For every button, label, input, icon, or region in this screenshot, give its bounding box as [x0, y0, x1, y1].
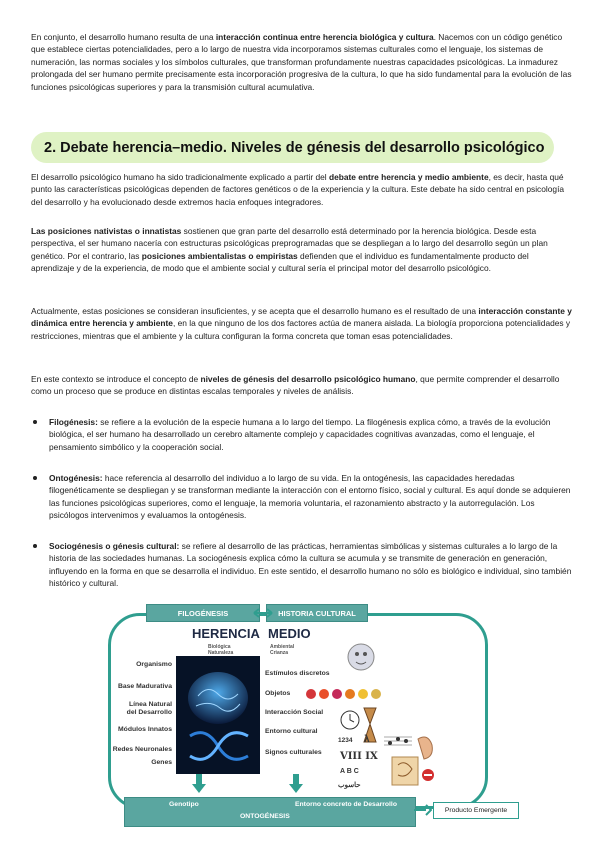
item-linea-natural: Línea Natural del Desarrollo	[126, 701, 172, 716]
section-heading	[31, 132, 554, 163]
arrow-down-icon	[192, 784, 206, 793]
bullet-dot	[33, 544, 37, 548]
arrow-right-icon	[414, 804, 432, 816]
item-objetos: Objetos	[265, 690, 291, 697]
double-arrow-icon	[252, 607, 274, 619]
glyph-arabic: حاسوب	[338, 782, 361, 789]
item-genes: Genes	[151, 759, 172, 766]
glyph-roman: VIII IX	[340, 751, 378, 762]
item-redes-neuronales: Redes Neuronales	[112, 746, 172, 753]
arrow-down-icon	[289, 784, 303, 793]
producto-emergente-box: Producto Emergente	[433, 802, 519, 819]
intro-paragraph: En conjunto, el desarrollo humano resulta de una interacción continua entre herencia biológica y cultura. Nacemos con un código genético que establece ciertas potencialidades, pero a lo largo de nuestra vida incorporamos sistemas culturales como el lenguaje, los sistemas de numeración, las normas sociales y los símbolos culturales, que transforman profundamente nuestras capacidades psicológicas. La inmadurez prolongada del ser humano permite precisamente esta incorporación progresiva de la cultura, lo que ha sido fundamental para la evolución de las funciones psicológicas superiores y para la transmisión cultural acumulativa.	[31, 32, 572, 92]
item-base-madurativa: Base Madurativa	[117, 683, 172, 690]
bullet-filogenesis: Filogénesis: se refiere a la evolución de la especie humana a lo largo del tiempo. La filogénesis explica cómo, a través de la evolución biológica, el ser humano ha desarrollado un cerebro altamente complejo y capacidades cognitivas avanzadas, como el lenguaje, el pensamiento simbólico y la cooperación social.	[33, 416, 573, 453]
filogenesis-bar: FILOGÉNESIS	[146, 604, 260, 622]
medio-sub: Ambiental Crianza	[270, 644, 295, 656]
item-organismo: Organismo	[136, 661, 172, 668]
item-modulos-innatos: Módulos Innatos	[118, 726, 172, 733]
paragraph-interaccion: Actualmente, estas posiciones se consideran insuficientes, y se acepta que el desarrollo humano es el resultado de una interacción constante y dinámica entre herencia y ambiente, en la que ninguno de los dos factores actúa de manera aislada. La biología proporciona potencialidades y restricciones, mientras que el ambiente y la cultura configuran la forma concreta que toman esas potencialidades.	[31, 306, 572, 341]
herencia-label: HERENCIA	[192, 626, 260, 641]
glyph-numbers: 1234	[338, 737, 353, 744]
arrow-stem	[293, 774, 299, 784]
brain-dna-image	[176, 656, 260, 774]
entorno-label: Entorno concreto de Desarrollo	[295, 801, 397, 808]
historia-cultural-bar: HISTORIA CULTURAL	[266, 604, 368, 622]
item-estimulos: Estímulos discretos	[265, 670, 330, 677]
glyph-abc: A B C	[340, 768, 359, 775]
paragraph-posiciones: Las posiciones nativistas o innatistas sostienen que gran parte del desarrollo está determinado por la herencia biológica. Desde esta perspectiva, el ser humano nacería con estructuras psicológicas preprogramadas que se despliegan a lo largo del desarrollo según un plan genético. Por el contrario, las posiciones ambientalistas o empiristas defienden que el individuo es fundamentalmente producto del aprendizaje y de la experiencia, de modo que el ambiente social y cultural sería el principal motor del desarrollo psicológico.	[31, 226, 548, 274]
item-entorno-cultural: Entorno cultural	[265, 728, 318, 735]
bullet-dot	[33, 476, 37, 480]
bullet-ontogenesis: Ontogénesis: hace referencia al desarrollo del individuo a lo largo de su vida. En la ontogénesis, las capacidades heredadas filogenéticamente se despliegan y se transforman mediante la interacción con el entorno físico, social y cultural. Es aquí donde se adquieren las funciones psicológicas superiores, como el lenguaje, la memoria voluntaria, el razonamiento abstracto y la autorregulación. Los psicólogos intervenimos y evaluamos la ontogénesis.	[33, 472, 573, 522]
section-title: 2. Debate herencia–medio. Niveles de génesis del desarrollo psicológico	[44, 139, 545, 156]
genesis-diagram	[88, 601, 528, 833]
bullet-dot	[33, 420, 37, 424]
item-signos: Signos culturales	[265, 749, 322, 756]
fruit-objects-icon	[305, 687, 385, 701]
arrow-stem	[196, 774, 202, 784]
bullet-sociogenesis: Sociogénesis o génesis cultural: se refiere al desarrollo de las prácticas, herramientas simbólicas y sistemas culturales a lo largo de la historia de las sociedades humanas. La sociogénesis explica cómo la cultura se acumula y se transmite de generación en generación, influyendo en la forma en que se desarrolla el individuo. En este sentido, el desarrollo humano no sólo es biológico e individual, sino también histórico y cultural.	[33, 540, 573, 590]
paragraph-herencia-medio: El desarrollo psicológico humano ha sido tradicionalmente explicado a partir del debate entre herencia y medio ambiente, es decir, hasta qué punto las características psicológicas dependen de factores genéticos o de la experiencia y la cultura. Este debate ha sido central en psicología del desarrollo y ha evolucionado desde extremos hacia enfoques integradores.	[31, 172, 565, 207]
ontogenesis-label: ONTOGÉNESIS	[240, 813, 290, 820]
face-icon	[343, 639, 385, 679]
ontogenesis-bar	[124, 797, 416, 827]
herencia-sub: Biológica Naturaleza	[208, 644, 234, 656]
paragraph-niveles: En este contexto se introduce el concepto de niveles de génesis del desarrollo psicológico humano, que permite comprender el desarrollo como un proceso que se produce en distintas escalas temporales y niveles de análisis.	[31, 374, 560, 397]
music-hand-icon	[384, 729, 440, 791]
genotipo-label: Genotipo	[169, 801, 199, 808]
item-interaccion: Interacción Social	[265, 709, 324, 716]
medio-label: MEDIO	[268, 626, 311, 641]
glyph-lambda: λ	[364, 734, 370, 745]
